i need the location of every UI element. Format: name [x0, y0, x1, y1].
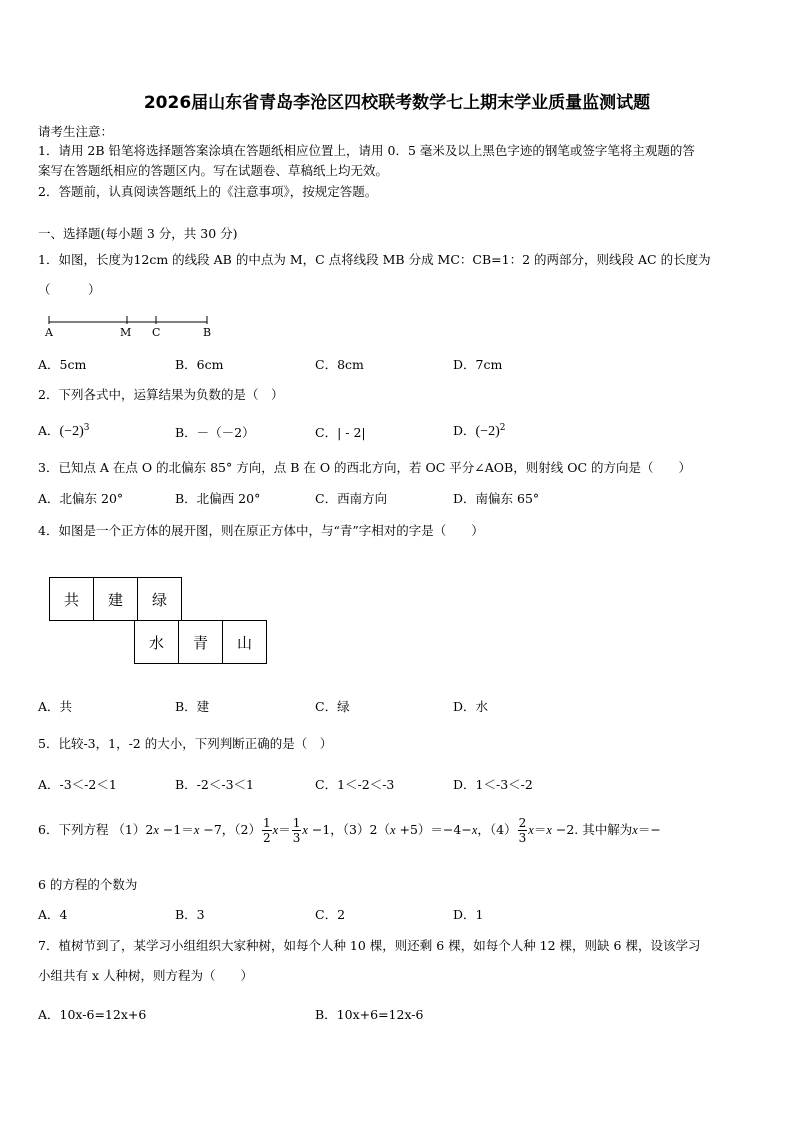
- q4-option-c: C．绿: [315, 699, 350, 714]
- q5-option-c: C．1＜-2＜-3: [315, 777, 395, 792]
- q7-stem-line-1: 7．植树节到了，某学习小组组织大家种树，如每个人种 10 棵，则还剩 6 棵，如每个人种 12 棵，则缺 6 棵，设该学习: [38, 938, 701, 953]
- section-heading: 一、选择题(每小题 3 分，共 30 分): [38, 226, 238, 241]
- q6-var: x: [632, 823, 638, 837]
- q6-option-a: A．4: [38, 907, 68, 922]
- q4-option-d: D．水: [453, 699, 489, 714]
- q6-text: 6．下列方程 （1）2: [38, 822, 154, 837]
- q1-stem-line-2: （ ）: [38, 282, 101, 297]
- q6-var: x: [471, 823, 478, 837]
- notice-item-2: 2．答题前，认真阅读答题纸上的《注意事项》，按规定答题。: [38, 184, 378, 199]
- q5-option-d: D．1＜-3＜-2: [453, 777, 533, 792]
- q1-option-a: A．5cm: [38, 357, 87, 372]
- cube-face-bottom-3: 山: [223, 621, 267, 664]
- cube-face-bottom-1: 水: [135, 621, 179, 664]
- point-label-a: A: [45, 326, 53, 339]
- q1-option-b: B．6cm: [175, 357, 224, 372]
- q6-option-c: C．2: [315, 907, 346, 922]
- q2-option-a-exponent: 3: [83, 422, 90, 433]
- q6-text: ＝: [278, 822, 291, 837]
- fraction-numerator: 2: [518, 816, 527, 830]
- q2-option-a-expr: (−2): [59, 424, 84, 439]
- q7-option-b: B．10x+6=12x-6: [315, 1007, 424, 1022]
- fraction-denominator: 3: [292, 831, 301, 845]
- segment-diagram: [38, 310, 228, 342]
- q6-stem-line-1: [38, 816, 661, 845]
- q4-option-a: A．共: [38, 699, 73, 714]
- q2-option-d: [453, 421, 506, 440]
- q6-stem-line-2: 6 的方程的个数为: [38, 877, 138, 892]
- q3-stem: 3．已知点 A 在点 O 的北偏东 85° 方向，点 B 在 O 的西北方向，若 OC 平分∠AOB，则射线 OC 的方向是（ ）: [38, 460, 692, 475]
- notice-item-1-line-2: 案写在答题纸相应的答题区内。写在试题卷、草稿纸上均无效。: [38, 163, 389, 178]
- q6-text: −2. 其中解为: [551, 822, 633, 837]
- q7-stem-line-2: 小组共有 x 人种树，则方程为（ ）: [38, 968, 253, 983]
- q3-option-d: D．南偏东 65°: [453, 491, 540, 506]
- cube-face-top-1: 共: [50, 578, 94, 621]
- q3-option-b: B．北偏西 20°: [175, 491, 261, 506]
- q2-option-b: B．－（－2）: [175, 425, 255, 440]
- q4-stem: 4．如图是一个正方体的展开图，则在原正方体中，与“青”字相对的字是（ ）: [38, 523, 484, 538]
- point-label-c: C: [152, 326, 161, 339]
- point-label-m: M: [120, 326, 132, 339]
- fraction-numerator: 1: [292, 816, 301, 830]
- cube-face-top-3: 绿: [138, 578, 182, 621]
- q6-text: −1＝: [158, 822, 194, 837]
- q6-text: −7，（2）: [199, 822, 261, 837]
- q6-var: x: [153, 823, 159, 837]
- q5-stem: 5．比较-3，1，-2 的大小，下列判断正确的是（ ）: [38, 736, 333, 751]
- q6-text: ＝: [533, 822, 547, 837]
- q6-var: x: [302, 823, 308, 837]
- q1-stem-line-1: 1．如图，长度为12cm 的线段 AB 的中点为 M，C 点将线段 MB 分成 MC：CB=1：2 的两部分，则线段 AC 的长度为: [38, 252, 711, 267]
- fraction-2-3: [518, 816, 528, 845]
- q1-option-d: D．7cm: [453, 357, 503, 372]
- q2-option-d-expr: (−2): [475, 424, 500, 439]
- page-title: 2026届山东省青岛李沧区四校联考数学七上期末学业质量监测试题: [143, 93, 651, 113]
- q7-option-a: A．10x-6=12x+6: [38, 1007, 147, 1022]
- q2-option-d-label: D．: [453, 423, 476, 438]
- q2-option-c: C．| - 2|: [315, 425, 366, 440]
- q6-var: x: [546, 823, 552, 837]
- q3-option-c: C．西南方向: [315, 491, 388, 506]
- q6-text: ＝−: [637, 822, 661, 837]
- q6-text: +5）＝−4−: [395, 822, 472, 837]
- q2-option-a-label: A．: [38, 423, 60, 438]
- q6-text: −1，（3）2（: [307, 822, 390, 837]
- fraction-denominator: 3: [518, 831, 527, 845]
- fraction-1-2: [262, 816, 272, 845]
- q3-option-a: A．北偏东 20°: [38, 491, 124, 506]
- cube-face-top-2: 建: [94, 578, 138, 621]
- fraction-denominator: 2: [262, 831, 271, 845]
- q6-var: x: [528, 823, 534, 837]
- q5-option-a: A．-3＜-2＜1: [38, 777, 117, 792]
- notice-item-1-line-1: 1．请用 2B 铅笔将选择题答案涂填在答题纸相应位置上，请用 0．5 毫米及以上黑色字迹的钢笔或签字笔将主观题的答: [38, 143, 695, 158]
- q6-text: ，（4）: [477, 822, 517, 837]
- q5-option-b: B．-2＜-3＜1: [175, 777, 254, 792]
- q2-stem: 2．下列各式中，运算结果为负数的是（ ）: [38, 387, 284, 402]
- q6-option-b: B．3: [175, 907, 205, 922]
- q6-var: x: [193, 823, 200, 837]
- fraction-numerator: 1: [262, 816, 271, 830]
- q1-option-c: C．8cm: [315, 357, 364, 372]
- q6-var: x: [272, 823, 279, 837]
- q2-option-d-exponent: 2: [499, 422, 506, 433]
- q2-option-a: [38, 421, 90, 440]
- q6-var: x: [389, 823, 396, 837]
- fraction-1-3: [292, 816, 302, 845]
- q6-option-d: D．1: [453, 907, 484, 922]
- q4-option-b: B．建: [175, 699, 210, 714]
- cube-net-bottom-row: [134, 620, 267, 664]
- notice-heading: 请考生注意：: [38, 124, 114, 139]
- point-label-b: B: [203, 326, 212, 339]
- cube-net-top-row: [49, 577, 182, 621]
- cube-face-bottom-2: 青: [179, 621, 223, 664]
